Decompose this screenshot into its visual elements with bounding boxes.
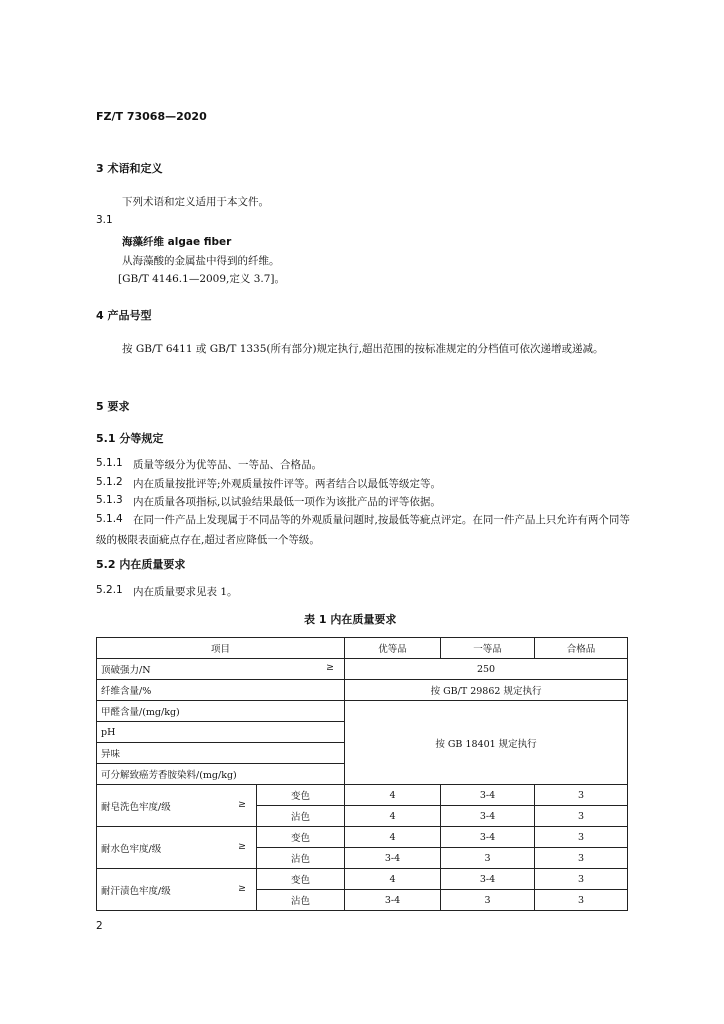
clause-text: 内在质量要求见表 1。 — [133, 586, 238, 598]
sub-label: 变色 — [257, 785, 345, 806]
table-header-row — [97, 638, 628, 659]
table-caption: 表 1 内在质量要求 — [304, 613, 397, 626]
row-label: 耐汗渍色牢度/级 ≥ — [97, 869, 257, 911]
row-label: 可分解致癌芳香胺染料/(mg/kg) — [97, 764, 345, 785]
cell-value: 4 — [345, 806, 441, 827]
section-4-title: 4 产品号型 — [96, 309, 152, 322]
cell-value: 4 — [345, 785, 441, 806]
cell-value: 3-4 — [441, 806, 535, 827]
row-label: 异味 — [97, 743, 345, 764]
section-5-title: 5 要求 — [96, 400, 130, 413]
section-5-1-title: 5.1 分等规定 — [96, 432, 164, 445]
cell-value: 3-4 — [345, 848, 441, 869]
cell-value: 3-4 — [441, 869, 535, 890]
cell-value: 3 — [535, 785, 628, 806]
clause-number: 5.2.1 — [96, 584, 123, 596]
row-label: 顶破强力/N ≥ — [97, 659, 345, 680]
clause-text: 质量等级分为优等品、一等品、合格品。 — [133, 459, 322, 471]
cell-value: 250 — [345, 659, 628, 680]
cell-value: 3 — [535, 848, 628, 869]
cell-value: 3 — [441, 890, 535, 911]
cell-value: 3 — [535, 869, 628, 890]
sub-label: 沾色 — [257, 806, 345, 827]
cell-value: 按 GB 18401 规定执行 — [345, 701, 628, 785]
clause-number: 5.1.2 — [96, 476, 123, 488]
cell-value: 3-4 — [345, 890, 441, 911]
row-label: 纤维含量/% — [97, 680, 345, 701]
row-label: 耐水色牢度/级 ≥ — [97, 827, 257, 869]
standard-code: FZ/T 73068—2020 — [96, 110, 207, 123]
term-source: [GB/T 4146.1—2009,定义 3.7]。 — [118, 273, 286, 285]
cell-value: 3 — [535, 806, 628, 827]
row-label: 耐皂洗色牢度/级 ≥ — [97, 785, 257, 827]
cell-value: 4 — [345, 827, 441, 848]
row-label: pH — [97, 722, 345, 743]
term-definition: 从海藻酸的金属盐中得到的纤维。 — [122, 255, 280, 267]
section-5-2-title: 5.2 内在质量要求 — [96, 558, 186, 571]
header-qualified: 合格品 — [535, 638, 628, 659]
table-row — [97, 785, 628, 806]
clause-number: 5.1.4 — [96, 513, 123, 525]
cell-value: 3 — [441, 848, 535, 869]
cell-value: 4 — [345, 869, 441, 890]
section-4-text: 按 GB/T 6411 或 GB/T 1335(所有部分)规定执行,超出范围的按标准规定的分档值可依次递增或递减。 — [122, 343, 604, 355]
header-superior: 优等品 — [345, 638, 441, 659]
clause-number: 5.1.1 — [96, 457, 123, 469]
table-row — [97, 827, 628, 848]
page-number: 2 — [96, 920, 103, 932]
section-3-intro: 下列术语和定义适用于本文件。 — [122, 196, 269, 208]
term-heading: 海藻纤维 algae fiber — [122, 236, 232, 248]
cell-value: 按 GB/T 29862 规定执行 — [345, 680, 628, 701]
sub-label: 变色 — [257, 827, 345, 848]
row-label: 甲醛含量/(mg/kg) — [97, 701, 345, 722]
clause-text: 内在质量各项指标,以试验结果最低一项作为该批产品的评等依据。 — [133, 496, 441, 508]
cell-value: 3-4 — [441, 785, 535, 806]
clause-text: 在同一件产品上发现属于不同品等的外观质量问题时,按最低等疵点评定。在同一件产品上只允许有两个同等级的极限表面疵点存在,超过者应降低一个等级。 — [96, 514, 630, 546]
cell-value: 3 — [535, 890, 628, 911]
clause-number: 5.1.3 — [96, 494, 123, 506]
table-row — [97, 869, 628, 890]
clause-3-1-number: 3.1 — [96, 214, 113, 226]
header-item: 项目 — [97, 638, 345, 659]
cell-value: 3-4 — [441, 827, 535, 848]
cell-value: 3 — [535, 827, 628, 848]
sub-label: 沾色 — [257, 890, 345, 911]
sub-label: 变色 — [257, 869, 345, 890]
clause-text: 内在质量按批评等;外观质量按件评等。两者结合以最低等级定等。 — [133, 478, 442, 490]
table-row — [97, 701, 628, 722]
section-3-title: 3 术语和定义 — [96, 162, 163, 175]
quality-requirements-table — [96, 637, 628, 911]
table-row — [97, 659, 628, 680]
sub-label: 沾色 — [257, 848, 345, 869]
header-first: 一等品 — [441, 638, 535, 659]
table-row — [97, 680, 628, 701]
